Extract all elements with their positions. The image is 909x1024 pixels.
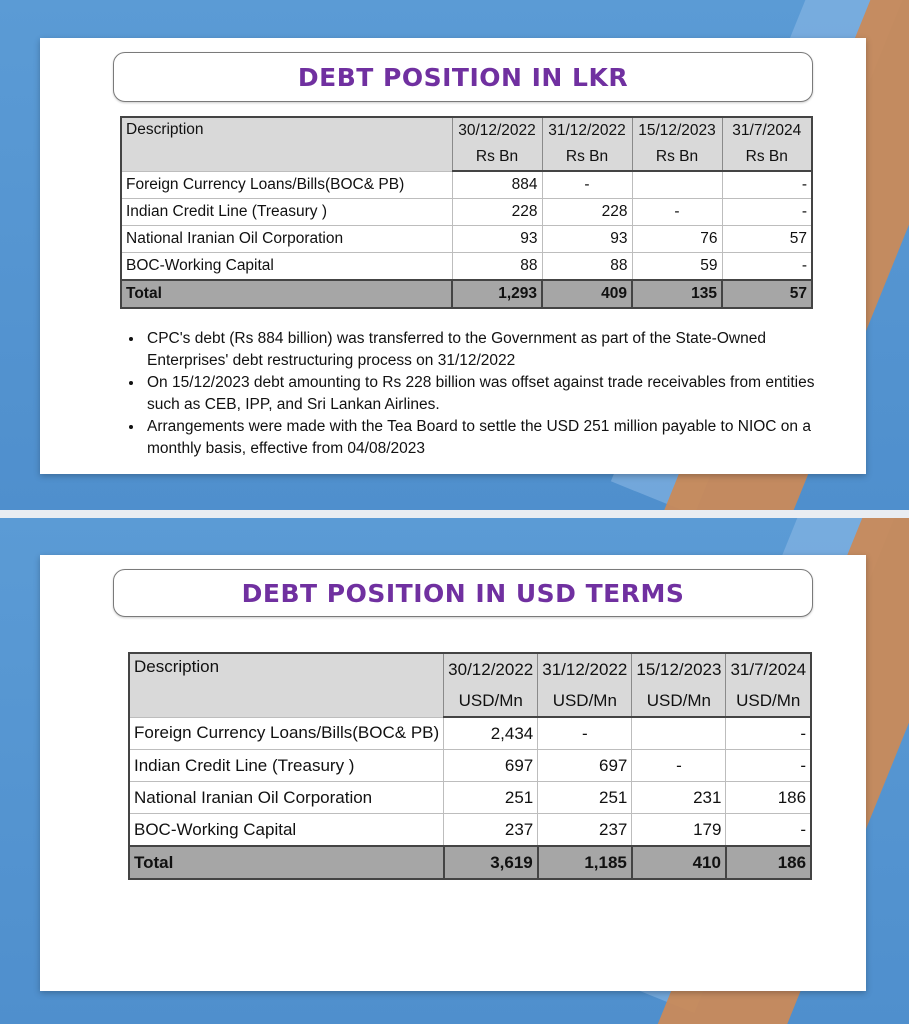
table-row — [129, 750, 811, 782]
column-unit: Rs Bn — [632, 144, 722, 171]
slide-lkr — [40, 38, 866, 474]
cell-value: 57 — [722, 226, 812, 253]
slide-title: DEBT POSITION IN USD TERMS — [241, 578, 685, 608]
row-description: BOC-Working Capital — [129, 814, 444, 847]
note-item: • Arrangements were made with the Tea Board to settle the USD 251 million payable to NIOC on a monthly basis, effective from 04/08/2023 — [144, 416, 844, 460]
notes-list — [120, 328, 844, 460]
column-header-date: 31/7/2024 — [722, 117, 812, 144]
total-value: 1,293 — [452, 280, 542, 308]
column-header-description: Description — [129, 653, 444, 717]
table-row — [129, 717, 811, 750]
column-unit: USD/Mn — [444, 685, 538, 717]
row-description: Indian Credit Line (Treasury ) — [129, 750, 444, 782]
cell-value: 251 — [444, 782, 538, 814]
cell-value: 76 — [632, 226, 722, 253]
total-value: 409 — [542, 280, 632, 308]
cell-value: - — [722, 171, 812, 199]
cell-value: 186 — [726, 782, 811, 814]
table-total-row — [121, 280, 812, 308]
slide-divider — [0, 510, 909, 518]
cell-value: 231 — [632, 782, 726, 814]
cell-value — [632, 717, 726, 750]
table-row — [129, 814, 811, 847]
slide-usd — [40, 555, 866, 991]
table-header-row — [129, 653, 811, 685]
cell-value: 237 — [444, 814, 538, 847]
row-description: National Iranian Oil Corporation — [121, 226, 452, 253]
column-header-date: 31/7/2024 — [726, 653, 811, 685]
note-item: • On 15/12/2023 debt amounting to Rs 228 billion was offset against trade receivables from entities such as CEB, IPP, and Sri Lankan Airlines. — [144, 372, 844, 416]
cell-value: 88 — [452, 253, 542, 281]
column-header-date: 31/12/2022 — [542, 117, 632, 144]
total-label: Total — [129, 846, 444, 879]
note-item: • CPC's debt (Rs 884 billion) was transferred to the Government as part of the State-Owned Enterprises' debt restructuring process on 31/12/2022 — [144, 328, 844, 372]
cell-value: 251 — [538, 782, 632, 814]
cell-value: 697 — [538, 750, 632, 782]
cell-value: - — [542, 171, 632, 199]
cell-value: - — [538, 717, 632, 750]
cell-value: 179 — [632, 814, 726, 847]
cell-value: 228 — [452, 199, 542, 226]
cell-value: - — [722, 199, 812, 226]
total-value: 135 — [632, 280, 722, 308]
column-header-date: 30/12/2022 — [452, 117, 542, 144]
table-row — [121, 226, 812, 253]
cell-value: - — [722, 253, 812, 281]
table-row — [121, 199, 812, 226]
cell-value: 93 — [542, 226, 632, 253]
table-total-row — [129, 846, 811, 879]
total-value: 57 — [722, 280, 812, 308]
cell-value: - — [632, 750, 726, 782]
table-row — [129, 782, 811, 814]
cell-value: 88 — [542, 253, 632, 281]
debt-table-usd — [128, 652, 812, 880]
column-unit: USD/Mn — [726, 685, 811, 717]
row-description: National Iranian Oil Corporation — [129, 782, 444, 814]
cell-value: 2,434 — [444, 717, 538, 750]
total-value: 1,185 — [538, 846, 632, 879]
cell-value: 93 — [452, 226, 542, 253]
column-unit: Rs Bn — [452, 144, 542, 171]
title-box — [113, 569, 813, 617]
debt-table-lkr — [120, 116, 813, 309]
row-description: Foreign Currency Loans/Bills(BOC& PB) — [129, 717, 444, 750]
column-unit: Rs Bn — [542, 144, 632, 171]
column-header-date: 30/12/2022 — [444, 653, 538, 685]
title-box — [113, 52, 813, 102]
total-value: 410 — [632, 846, 726, 879]
column-unit: USD/Mn — [538, 685, 632, 717]
table-row — [121, 171, 812, 199]
column-unit: Rs Bn — [722, 144, 812, 171]
cell-value: 884 — [452, 171, 542, 199]
column-unit: USD/Mn — [632, 685, 726, 717]
row-description: BOC-Working Capital — [121, 253, 452, 281]
cell-value: 59 — [632, 253, 722, 281]
column-header-date: 15/12/2023 — [632, 117, 722, 144]
slide-title: DEBT POSITION IN LKR — [297, 62, 629, 92]
cell-value: - — [726, 814, 811, 847]
table-row — [121, 253, 812, 281]
table-header-row — [121, 117, 812, 144]
cell-value: - — [726, 750, 811, 782]
cell-value: - — [632, 199, 722, 226]
row-description: Foreign Currency Loans/Bills(BOC& PB) — [121, 171, 452, 199]
cell-value: - — [726, 717, 811, 750]
total-value: 3,619 — [444, 846, 538, 879]
column-header-date: 31/12/2022 — [538, 653, 632, 685]
column-header-date: 15/12/2023 — [632, 653, 726, 685]
column-header-description: Description — [121, 117, 452, 171]
total-label: Total — [121, 280, 452, 308]
row-description: Indian Credit Line (Treasury ) — [121, 199, 452, 226]
cell-value — [632, 171, 722, 199]
cell-value: 228 — [542, 199, 632, 226]
total-value: 186 — [726, 846, 811, 879]
cell-value: 237 — [538, 814, 632, 847]
cell-value: 697 — [444, 750, 538, 782]
